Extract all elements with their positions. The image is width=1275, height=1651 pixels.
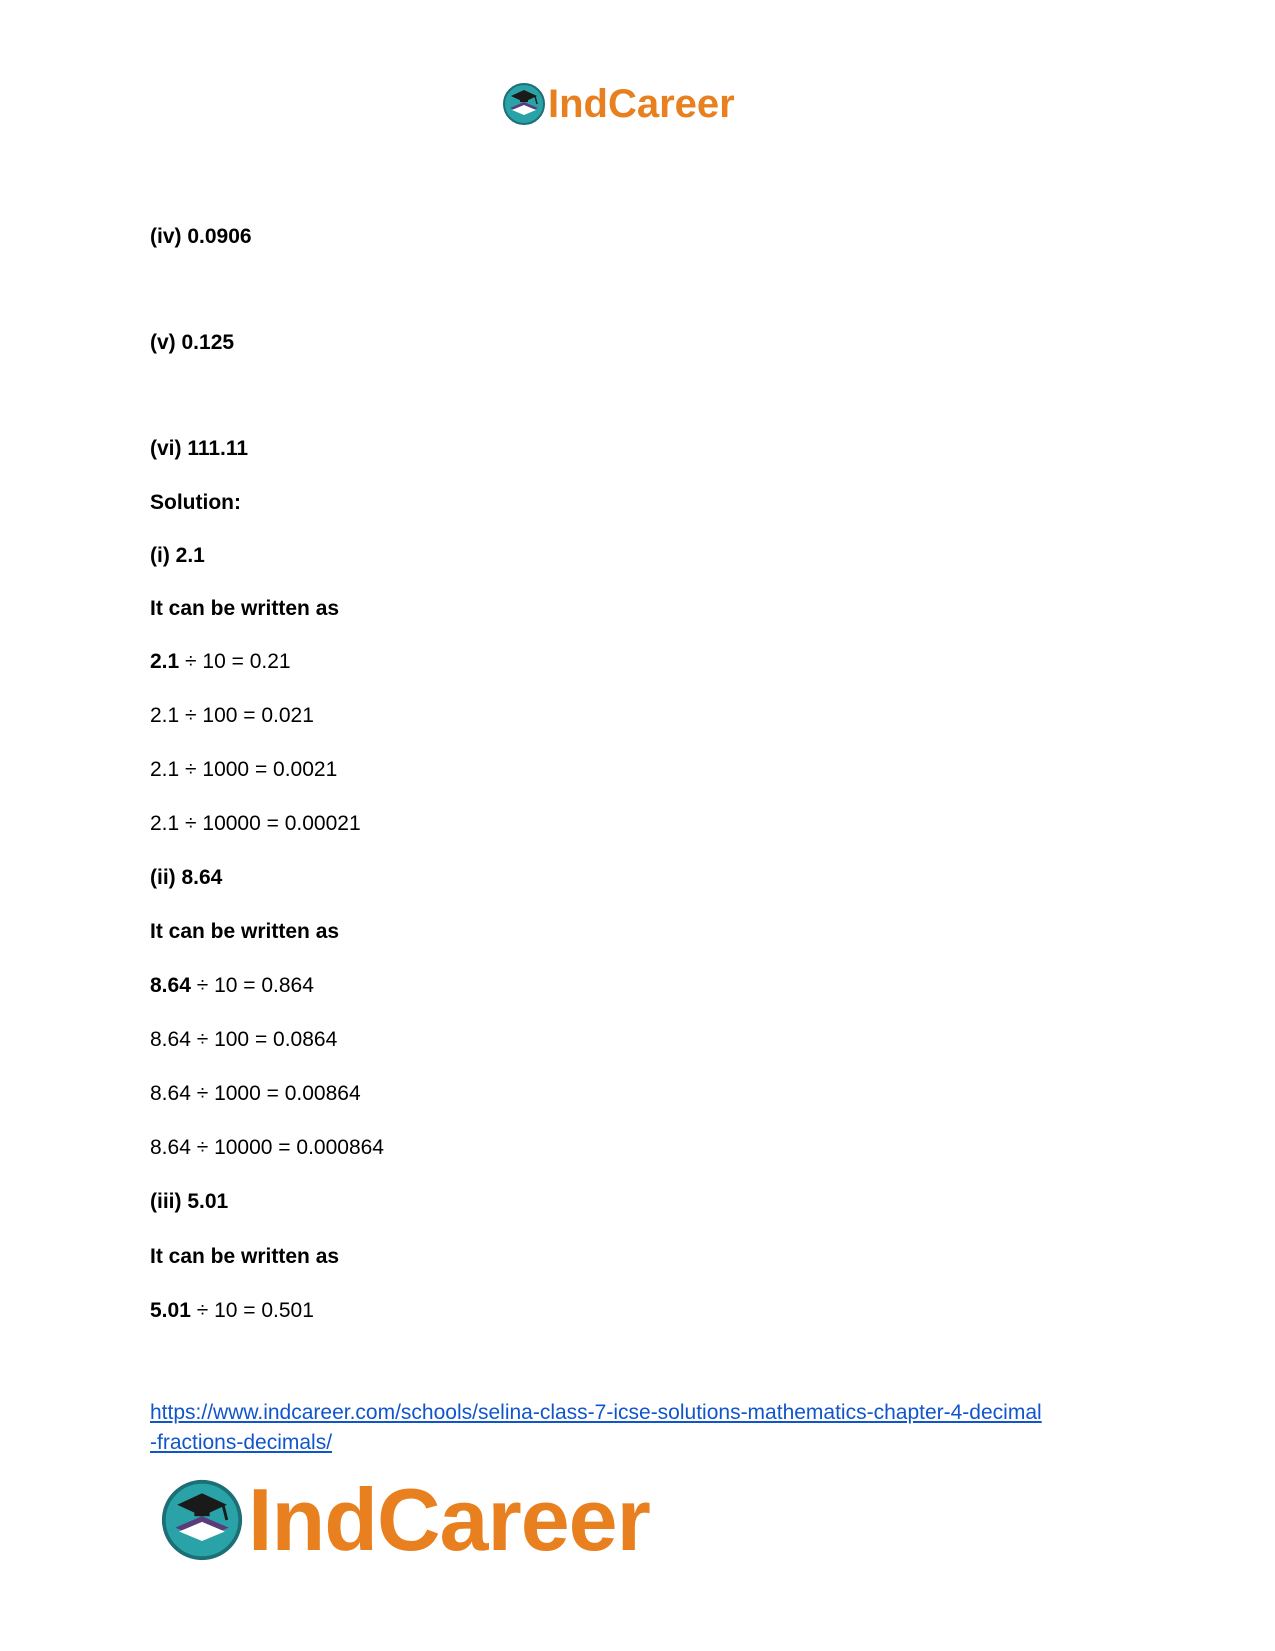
source-link-line1[interactable]: https://www.indcareer.com/schools/selina-class-7-icse-solutions-mathematics-chapter-4-decimal — [150, 1401, 1042, 1424]
header-logo — [502, 78, 735, 130]
part-i-line1-bold: 2.1 — [150, 650, 180, 673]
source-link[interactable] — [150, 1398, 1150, 1458]
part-ii-heading: (ii) 8.64 — [150, 866, 223, 889]
part-i-line2: 2.1 ÷ 100 = 0.021 — [150, 704, 314, 727]
part-i-intro: It can be written as — [150, 597, 340, 620]
part-i-line1 — [150, 649, 291, 675]
part-i-line3: 2.1 ÷ 1000 = 0.0021 — [150, 758, 338, 781]
source-link-line2[interactable]: -fractions-decimals/ — [150, 1431, 333, 1454]
part-iii-heading: (iii) 5.01 — [150, 1190, 229, 1213]
part-ii-line4: 8.64 ÷ 10000 = 0.000864 — [150, 1136, 384, 1159]
part-i-heading: (i) 2.1 — [150, 544, 205, 567]
item-v: (v) 0.125 — [150, 331, 235, 354]
graduation-book-icon — [502, 82, 546, 126]
part-ii-intro: It can be written as — [150, 920, 340, 943]
solution-heading: Solution: — [150, 491, 241, 514]
part-i-line1-rest: ÷ 10 = 0.21 — [179, 650, 291, 673]
logo-wordmark: IndCareer — [548, 81, 735, 126]
part-iii-line1 — [150, 1298, 314, 1324]
part-iii-line1-rest: ÷ 10 = 0.501 — [190, 1299, 314, 1322]
part-ii-line1 — [150, 973, 314, 999]
graduation-book-icon — [160, 1478, 244, 1562]
part-i-line4: 2.1 ÷ 10000 = 0.00021 — [150, 812, 361, 835]
part-ii-line1-rest: ÷ 10 = 0.864 — [190, 974, 314, 997]
item-vi: (vi) 111.11 — [150, 437, 249, 460]
logo-wordmark: IndCareer — [248, 1470, 650, 1569]
item-iv: (iv) 0.0906 — [150, 225, 252, 248]
footer-logo — [160, 1470, 650, 1570]
part-ii-line2: 8.64 ÷ 100 = 0.0864 — [150, 1028, 338, 1051]
part-iii-intro: It can be written as — [150, 1245, 340, 1268]
part-ii-line3: 8.64 ÷ 1000 = 0.00864 — [150, 1082, 361, 1105]
part-ii-line1-bold: 8.64 — [150, 974, 191, 997]
part-iii-line1-bold: 5.01 — [150, 1299, 191, 1322]
